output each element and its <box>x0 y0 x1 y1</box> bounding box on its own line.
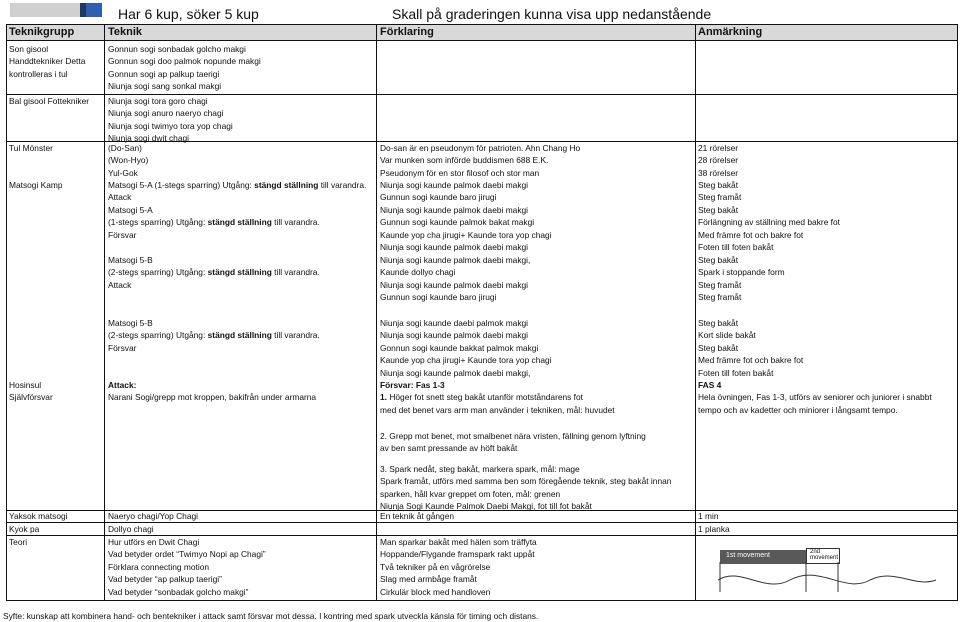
header-explanation: Förklaring <box>380 26 434 38</box>
tul-techniques: (Do-San) (Won-Hyo) Yul-Gok <box>108 143 149 178</box>
grid-line <box>6 600 958 601</box>
header-remark: Anmärkning <box>698 26 763 38</box>
son-gisool-group: Son gisool Handdtekniker Detta kontrolleras i tul <box>9 44 86 79</box>
matsogi-5b-attack-explanation: Niunja sogi kaunde palmok daebi makgi, Kaunde dollyo chagi Niunja sogi kaunde palmok daebi makgi Gunnun sogi kaunde baro jirugi <box>380 255 531 303</box>
grid-line <box>957 24 958 600</box>
grid-line <box>695 24 696 600</box>
yaksok-technique: Naeryo chagi/Yop Chagi <box>108 511 199 521</box>
diagram-label-second: 2nd movement <box>810 549 839 561</box>
matsogi-5b-attack: Matsogi 5-B (2-stegs sparring) Utgång: stängd ställning till varandra. Attack <box>108 255 320 290</box>
matsogi-5a-attack: Matsogi 5-A (1-stegs sparring) Utgång: stängd ställning till varandra. Attack <box>108 180 367 203</box>
footer-purpose: Syfte: kunskap att kombinera hand- och bentekniker i attack samt försvar mot dessa. I kontring med spark utveckla känsla för timing och distans. <box>3 611 539 621</box>
matsogi-5a-defense-explanation: Niunja sogi kaunde palmok daebi makgi Gunnun sogi kaunde palmok bakat makgi Kaunde yop cha jirugi+ Kaunde tora yop chagi Niunja sogi kaunde palmok daebi makgi <box>380 205 552 253</box>
bal-gisool-techniques: Niunja sogi tora goro chagi Niunja sogi anuro naeryo chagi Niunja sogi twimyo tora yop chagi Niunja sogi dwit chagi <box>108 96 233 144</box>
teori-group: Teori <box>9 537 28 547</box>
header-technique: Teknik <box>108 26 143 38</box>
matsogi-5b-defense-explanation: Niunja sogi kaunde daebi palmok makgi Niunja sogi kaunde palmok daebi makgi Gonnun sogi kaunde bakkat palmok makgi Kaunde yop cha jirugi+ Kaunde tora yop chagi Niunja sogi kaunde palmok daebi makgi, <box>380 318 552 378</box>
matsogi-5a-attack-remark: Steg bakåt Steg framåt <box>698 180 742 203</box>
matsogi-group: Matsogi Kamp <box>9 180 63 190</box>
yaksok-remark: 1 min <box>698 511 719 521</box>
matsogi-5b-defense-remark: Steg bakåt Kort slide bakåt Steg bakåt Med främre fot och bakre fot Foten till foten bakåt <box>698 318 804 378</box>
hosinsul-remark: FAS 4 Hela övningen, Fas 1-3, utförs av seniorer och juniorer i snabbt tempo och av kadetter och miniorer i långsamt tempo. <box>698 380 932 415</box>
hosinsul-phase-1: Försvar: Fas 1-3 1. Höger fot snett steg bakåt utanför motståndarens fot med det benet vars arm man använder i tekniken, mål: huvudet <box>380 380 615 415</box>
kyokpa-group: Kyok pa <box>9 524 40 534</box>
tul-remarks: 21 rörelser 28 rörelser 38 rörelser <box>698 143 739 178</box>
grid-line <box>6 24 958 25</box>
wave-curve <box>710 546 950 596</box>
kyokpa-technique: Dollyo chagi <box>108 524 154 534</box>
matsogi-5b-attack-remark: Steg bakåt Spark i stoppande form Steg framåt Steg framåt <box>698 255 785 303</box>
diagram-label-first: 1st movement <box>726 552 770 559</box>
logo <box>10 3 102 17</box>
matsogi-5b-defense: Matsogi 5-B (2-stegs sparring) Utgång: stängd ställning till varandra. Försvar <box>108 318 320 353</box>
connecting-motion-diagram <box>710 546 950 596</box>
yaksok-explanation: En teknik åt gången <box>380 511 455 521</box>
bal-gisool-group: Bal gisool Fottekniker <box>9 96 90 106</box>
grid-line <box>376 24 377 600</box>
hosinsul-phase-2: 2. Grepp mot benet, mot smalbenet nära vristen, fällning genom lyftning av ben samt pressande av höft bakåt <box>380 431 646 454</box>
hosinsul-phase-3: 3. Spark nedåt, steg bakåt, markera spark, mål: mage Spark framåt, utförs med samma ben som föregående teknik, steg bakåt innan sparken, håll kvar greppet om foten, mål: grenen Niunja Sogi Kaunde Palmok Daebi Makgi, fot till fot bakåt <box>380 464 672 512</box>
page-title: Har 6 kup, söker 5 kup <box>118 6 259 22</box>
header-group: Teknikgrupp <box>9 26 75 38</box>
tul-explanations: Do-san är en pseudonym för patrioten. Ahn Chang Ho Var munken som införde buddismen 688 E.K. Pseudonym för en stor filosof och stor man <box>380 143 581 178</box>
grid-line <box>6 40 958 41</box>
table-header <box>6 24 958 40</box>
teori-answers: Man sparkar bakåt med hälen som träffyta Hoppande/Flygande framspark rakt uppåt Två tekniker på en vågrörelse Slag med armbåge framåt Cirkulär block med handloven <box>380 537 537 597</box>
teori-questions: Hur utförs en Dwit Chagi Vad betyder ordet “Twimyo Nopi ap Chagi” Förklara connecting motion Vad betyder “ap palkup taerigi” Vad betyder “sonbadak golcho makgi” <box>108 537 266 597</box>
yaksok-group: Yaksok matsogi <box>9 511 68 521</box>
grid-line <box>6 24 7 600</box>
hosinsul-group: Hosinsul Självförsvar <box>9 380 53 403</box>
kyokpa-remark: 1 planka <box>698 524 730 534</box>
son-gisool-techniques: Gonnun sogi sonbadak golcho makgi Gonnun sogi doo palmok nopunde makgi Gonnun sogi ap palkup taerigi Niunja sogi sang sonkal makgi <box>108 44 261 92</box>
matsogi-5a-attack-explanation: Niunja sogi kaunde palmok daebi makgi Gunnun sogi kaunde baro jirugi <box>380 180 529 203</box>
grid-line <box>104 24 105 600</box>
matsogi-5a-defense: Matsogi 5-A (1-stegs sparring) Utgång: stängd ställning till varandra. Försvar <box>108 205 320 240</box>
tul-group: Tul Mönster <box>9 143 53 153</box>
matsogi-5a-defense-remark: Steg bakåt Förlängning av ställning med bakre fot Med främre fot och bakre fot Foten till foten bakåt <box>698 205 840 253</box>
page-subtitle: Skall på graderingen kunna visa upp nedanstående <box>392 6 712 22</box>
hosinsul-technique: Attack: Narani Sogi/grepp mot kroppen, bakifrån under armarna <box>108 380 317 403</box>
